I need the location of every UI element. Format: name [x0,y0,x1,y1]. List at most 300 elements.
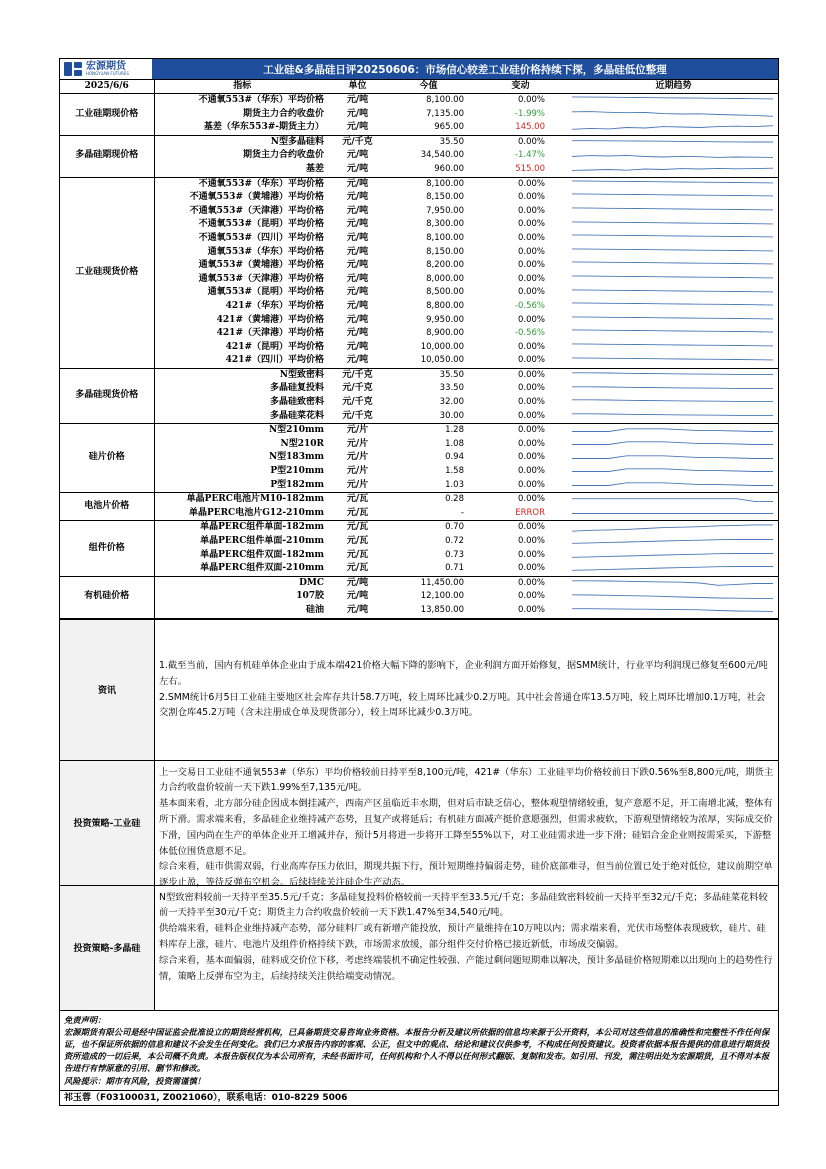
change-cell: 0.00% [472,410,569,424]
indicator-name: N型多晶硅料 [270,136,324,147]
trend-line [572,553,773,557]
table-row [60,549,778,563]
indicator-name: 期货主力合约收盘价 [242,108,324,119]
change-cell: 0.00% [517,466,545,477]
trend-sparkline [569,535,778,549]
trend-sparkline [569,549,778,563]
unit-cell: 元/吨 [346,150,369,161]
strategy-si-label: 投资策略-工业硅 [60,761,155,885]
trend-line [572,344,773,346]
change-cell: 0.00% [517,425,545,436]
trend-line [572,456,773,459]
table-row [60,507,778,521]
value-cell: 0.73 [445,549,464,560]
change-cell: 0.00% [517,95,545,105]
trend-line [572,155,773,157]
trend-line [572,235,773,237]
logo-english: HONGYUAN FUTURES [86,71,129,76]
strategy-paragraph: 供给端来看，硅料企业维持减产态势，部分硅料厂或有新增产能投放，预计产量维持在10万吨以内；需求端来看，光伏市场整体表现疲软，硅片、硅料库存上涨，硅片、电池片及组件价格持续下跌，市场需求放缓，部分组件交付价格已接近新低，市场成交偏弱。 [159,923,766,950]
trend-sparkline [569,246,778,260]
price-table [60,80,778,619]
strategy-si-body [155,761,778,889]
indicator-name: 单晶PERC电池片M10-182mm [186,494,324,505]
news-paragraph: 2.SMM统计6月5日工业硅主要地区社会库存共计58.7万吨，较上周环比减少0.2万吨。其中社会普通仓库13.5万吨，较上周环比增加0.1万吨，社会交割仓库45.2万吨（含未注册成仓单及现货部分），较上周环比减少0.3万吨。 [159,691,766,719]
logo-name: 宏源期货 [86,61,126,72]
change-cell: 0.00% [472,354,569,368]
value-cell: 34,540.00 [420,150,464,161]
group-label: 硅片价格 [60,424,154,493]
news-section [60,619,778,760]
value-cell: 8,100.00 [426,178,464,189]
trend-sparkline [569,396,778,410]
trend-sparkline [569,286,778,300]
indicator-name: 不通氧553#（四川）平均价格 [198,232,324,243]
trend-line [572,469,773,472]
trend-sparkline [569,465,778,479]
trend-sparkline [569,163,778,177]
unit-cell: 元/片 [330,479,385,493]
trend-sparkline [569,479,778,493]
trend-sparkline [569,232,778,246]
strategy-poly-section [60,885,778,1010]
value-cell: 8,800.00 [426,300,464,311]
unit-cell: 元/瓦 [330,562,385,576]
trend-line [572,111,773,116]
trend-line [572,290,773,292]
trend-line [572,317,773,319]
table-row [60,121,778,135]
value-cell: 1.58 [445,466,464,477]
value-cell: 8,150.00 [426,246,464,257]
table-row [60,521,778,535]
trend-line [572,222,773,224]
unit-cell: 元/片 [346,438,369,449]
news-paragraph: 1.截至当前，国内有机硅单体企业由于成本端421价格大幅下降的影响下，企业利润方面开始修复，据SMM统计，行业平均利润现已修复至600元/吨左右。 [159,659,768,687]
table-row [60,382,778,396]
indicator-name: P型182mm [154,479,330,493]
trend-line [572,428,773,431]
unit-cell: 元/吨 [330,121,385,135]
table-row [60,232,778,246]
table-row [60,191,778,205]
trend-line [572,276,773,278]
change-cell: 0.00% [517,369,545,380]
value-cell: 11,450.00 [420,577,464,588]
trend-sparkline [569,177,778,191]
trend-sparkline [569,562,778,576]
trend-line [572,594,773,598]
table-row [60,354,778,368]
table-row [60,259,778,273]
trend-sparkline [569,590,778,604]
trend-line [572,141,773,142]
value-cell: 0.71 [385,562,472,576]
trend-line [572,540,773,544]
trend-line [572,498,773,501]
indicator-name: 多晶硅复投料 [269,383,324,394]
unit-cell: 元/吨 [346,577,369,588]
unit-cell: 元/瓦 [346,494,369,505]
trend-sparkline [569,368,778,382]
trend-line [572,414,773,416]
unit-cell: 元/吨 [346,108,369,119]
trend-sparkline [569,327,778,341]
indicator-name: 不通氧553#（华东）平均价格 [198,178,324,189]
table-row [60,368,778,382]
strategy-poly-label: 投资策略-多晶硅 [60,886,155,1010]
report-header [60,59,778,80]
table-row [60,314,778,328]
value-cell: 8,100.00 [426,95,464,105]
value-cell: 8,100.00 [426,232,464,243]
change-cell: 0.00% [517,522,545,533]
change-cell: 0.00% [517,287,545,298]
header-unit: 单位 [330,80,385,94]
indicator-name: 不通氧553#（昆明）平均价格 [198,219,324,230]
trend-sparkline [569,410,778,424]
unit-cell: 元/吨 [346,232,369,243]
change-cell: 0.00% [517,383,545,394]
change-cell: 515.00 [472,163,569,177]
value-cell: 12,100.00 [420,591,464,602]
trend-sparkline [569,218,778,232]
news-body [155,620,778,760]
news-label: 资讯 [60,620,155,760]
indicator-name: 不通氧553#（华东）平均价格 [198,95,324,105]
group-label: 工业硅现货价格 [60,177,154,368]
trend-sparkline [569,273,778,287]
strategy-paragraph: 综合来看，基本面偏弱，硅料成交价位下移，考虑终端装机不确定性较强、产能过剩问题短期难以解决，预计多晶硅价格短期难以出现向上的趋势性行情，策略上反弹布空为主，后续持续关注供给端变动情况。 [159,954,773,982]
change-cell: 0.00% [517,577,545,588]
value-cell: 7,950.00 [426,205,464,216]
report-title: 工业硅&多晶硅日评20250606：市场信心较差工业硅价格持续下探，多晶硅低位整理 [152,59,778,79]
trend-line [572,400,773,402]
header-date: 2025/6/6 [60,80,154,94]
trend-sparkline [569,604,778,618]
value-cell: 9,950.00 [426,314,464,325]
indicator-name: 单晶PERC电池片G12-210mm [154,507,330,521]
trend-line [572,373,773,375]
table-row [60,590,778,604]
indicator-name: 单晶PERC组件单面-210mm [200,536,324,546]
change-cell: 0.00% [517,591,545,602]
value-cell: 10,000.00 [420,341,464,352]
unit-cell: 元/吨 [346,328,369,339]
change-cell: -1.47% [514,150,545,161]
table-row [60,493,778,507]
table-row [60,149,778,163]
indicator-name: 421#（四川）平均价格 [154,354,330,368]
trend-line [572,387,773,389]
indicator-name: 硅油 [154,604,330,618]
unit-cell: 元/吨 [346,341,369,352]
unit-cell: 元/瓦 [346,549,369,560]
indicator-name: DMC [299,577,324,588]
strategy-paragraph: 上一交易日工业硅不通氧553#（华东）平均价格较前日持平至8,100元/吨，421#（华东）工业硅平均价格较前日下跌0.56%至8,800元/吨，期货主力合约收盘价较前一天下跌1.99%至7,135元/吨。 [159,766,774,794]
logo-mark-icon [64,62,82,76]
strategy-si-section [60,760,778,889]
trend-sparkline [569,354,778,368]
indicator-name: 107胶 [296,591,324,602]
indicator-name: 单晶PERC组件单面-182mm [200,522,324,533]
indicator-name: 期货主力合约收盘价 [242,150,324,161]
change-cell: 0.00% [517,536,545,546]
unit-cell: 元/瓦 [346,536,369,546]
unit-cell: 元/千克 [342,369,373,380]
value-cell: 10,050.00 [385,354,472,368]
change-cell: 0.00% [517,192,545,203]
header-change: 变动 [472,80,569,94]
trend-line [572,194,773,196]
value-cell: 35.50 [439,136,464,147]
trend-line [572,208,773,210]
unit-cell: 元/吨 [346,95,369,105]
table-row [60,451,778,465]
change-cell: 0.00% [517,246,545,257]
table-row [60,535,778,549]
trend-sparkline [569,438,778,452]
value-cell: 1.28 [445,425,464,436]
unit-cell: 元/千克 [342,397,373,408]
disclaimer-title: 免责声明： [64,1014,106,1025]
header-trend: 近期趋势 [569,80,778,94]
value-cell: 1.08 [445,438,464,449]
trend-line [572,168,773,170]
value-cell: 0.72 [445,536,464,546]
unit-cell: 元/吨 [346,300,369,311]
indicator-name: 不通氧553#（黄埔港）平均价格 [189,192,324,203]
group-label: 电池片价格 [60,493,154,521]
trend-sparkline [569,493,778,507]
trend-line [572,181,773,183]
trend-sparkline [569,424,778,438]
trend-line [572,126,773,130]
indicator-name: N型210mm [268,425,324,436]
table-row [60,218,778,232]
indicator-name: 通氧553#（黄埔港）平均价格 [198,260,324,271]
trend-line [572,483,773,486]
trend-sparkline [569,191,778,205]
change-cell: 0.00% [517,260,545,271]
indicator-name: 基差（华东553#-期货主力） [154,121,330,135]
trend-sparkline [569,259,778,273]
table-body [60,94,778,619]
report-sheet [59,58,779,1106]
trend-line [572,330,773,332]
unit-cell: 元/吨 [346,205,369,216]
unit-cell: 元/吨 [346,178,369,189]
trend-sparkline [569,341,778,355]
group-label: 工业硅期现价格 [60,94,154,136]
change-cell: 0.00% [472,604,569,618]
change-cell: 0.00% [517,205,545,216]
change-cell: -0.56% [514,300,545,311]
change-cell: 0.00% [472,479,569,493]
value-cell: - [385,507,472,521]
table-row [60,108,778,122]
unit-cell: 元/吨 [330,354,385,368]
table-row [60,163,778,177]
change-cell: ERROR [472,507,569,521]
trend-sparkline [569,382,778,396]
table-row [60,286,778,300]
trend-sparkline [569,94,778,108]
table-row [60,396,778,410]
trend-line [572,442,773,445]
table-row [60,300,778,314]
indicator-name: 421#（天津港）平均价格 [216,328,324,339]
change-cell: 0.00% [517,452,545,463]
value-cell: 8,300.00 [426,219,464,230]
unit-cell: 元/瓦 [330,507,385,521]
value-cell: 13,850.00 [385,604,472,618]
unit-cell: 元/吨 [346,192,369,203]
change-cell: 0.00% [517,438,545,449]
table-row [60,94,778,108]
company-logo [60,59,152,79]
unit-cell: 元/吨 [346,219,369,230]
indicator-name: 421#（昆明）平均价格 [225,341,324,352]
unit-cell: 元/吨 [330,163,385,177]
trend-line [572,581,773,586]
analyst-contact: 祁玉蓉（F03100031, Z0021060），联系电话：010-8229 5006 [60,1090,778,1105]
table-row [60,562,778,576]
table-row [60,604,778,618]
unit-cell: 元/片 [346,466,369,477]
risk-warning: 风险提示：期市有风险，投资需谨慎！ [64,1075,206,1086]
unit-cell: 元/瓦 [346,522,369,533]
trend-line [572,262,773,264]
trend-sparkline [569,205,778,219]
unit-cell: 元/片 [346,452,369,463]
trend-sparkline [569,576,778,590]
value-cell: 7,135.00 [426,108,464,119]
unit-cell: 元/吨 [346,260,369,271]
change-cell: 0.00% [517,232,545,243]
trend-line [572,357,773,359]
indicator-name: 多晶硅菜花料 [154,410,330,424]
indicator-name: N型210R [280,438,324,449]
table-row [60,205,778,219]
change-cell: 0.00% [517,549,545,560]
unit-cell: 元/吨 [346,314,369,325]
trend-line [572,249,773,251]
table-row [60,465,778,479]
value-cell: 0.94 [445,452,464,463]
value-cell: 33.50 [439,383,464,394]
change-cell: 0.00% [517,178,545,189]
indicator-name: 通氧553#（华东）平均价格 [207,246,324,257]
disclaimer-text: 宏源期货有限公司是经中国证监会批准设立的期货经营机构，已具备期货交易咨询业务资格。本报告分析及建议所依据的信息均来源于公开资料，本公司对这些信息的准确性和完整性不作任何保证，也不保证所依据的信息和建议不会发生任何变化。我们已力求报告内容的客观、公正，但文中的观点、结论和建议仅供参考，不构成任何投资建议。投资者依据本报告提供的信息进行期货投资所造成的一切后果，本公司概不负责。本报告版权仅为本公司所有，未经书面许可，任何机构和个人不得以任何形式翻版、复制和发布。如引用、刊发，需注明出处为宏源期货，且不得对本报告进行有悖原意的引用、删节和修改。 [64,1026,770,1074]
indicator-name: 通氧553#（昆明）平均价格 [207,287,324,298]
table-row [60,341,778,355]
value-cell: 8,000.00 [426,273,464,284]
unit-cell: 元/吨 [346,287,369,298]
trend-sparkline [569,507,778,521]
change-cell: 0.00% [517,273,545,284]
change-cell: 0.00% [517,136,545,147]
strategy-paragraph: 基本面来看，北方部分硅企因成本倒挂减产，西南产区虽临近丰水期，但对后市缺乏信心，整体观望情绪较重，复产意愿不足，开工南增北减，整体有所下滑。需求端来看，多晶硅企业维持减产态势，且复产或将延后；有机硅方面减产挺价意愿强烈，但需求疲软，下游观望情绪较为浓厚，实际成交价下滑，国内尚在生产的单体企业开工增减并存，预计5月将进一步将开工降至55%以下，对工业硅需求进一步下滑；硅铝合金企业则按需采买，下游整体低位围货意愿不足。 [159,798,773,857]
table-row [60,246,778,260]
table-row [60,273,778,287]
unit-cell: 元/片 [346,425,369,436]
change-cell: 0.00% [472,562,569,576]
trend-line [572,303,773,305]
indicator-name: 421#（华东）平均价格 [225,300,324,311]
indicator-name: N型183mm [268,452,324,463]
table-header-row [60,80,778,94]
value-cell: 8,150.00 [426,192,464,203]
change-cell: -0.56% [514,328,545,339]
unit-cell: 元/吨 [346,591,369,602]
table-row [60,479,778,493]
strategy-paragraph: 综合来看，硅市供需双弱，行业高库存压力依旧，期现共振下行，预计短期维持偏弱走势，硅价底部难寻，但当前位置已处于绝对低位，建议前期空单逐步止盈，等待反弹布空机会。后续持续关注硅企生产动态。 [159,861,773,889]
group-label: 组件价格 [60,521,154,576]
indicator-name: 基差 [154,163,330,177]
table-row [60,438,778,452]
trend-line [572,609,773,612]
indicator-name: 不通氧553#（天津港）平均价格 [189,205,324,216]
indicator-name: 多晶硅致密料 [269,397,324,408]
header-value: 今值 [385,80,472,94]
change-cell: 0.00% [517,314,545,325]
change-cell: -1.99% [514,108,545,119]
indicator-name: 421#（黄埔港）平均价格 [216,314,324,325]
trend-sparkline [569,521,778,535]
trend-sparkline [569,149,778,163]
disclaimer [60,1010,778,1090]
indicator-name: 单晶PERC组件双面-182mm [200,549,324,560]
value-cell: 32.00 [439,397,464,408]
value-cell: 0.28 [445,494,464,505]
unit-cell: 元/千克 [330,410,385,424]
value-cell: 8,200.00 [426,260,464,271]
value-cell: 965.00 [385,121,472,135]
unit-cell: 元/吨 [346,246,369,257]
value-cell: 8,500.00 [426,287,464,298]
indicator-name: N型致密料 [279,369,324,380]
unit-cell: 元/千克 [342,383,373,394]
change-cell: 0.00% [517,397,545,408]
trend-sparkline [569,108,778,122]
unit-cell: 元/吨 [330,604,385,618]
change-cell: 0.00% [517,219,545,230]
value-cell: 0.70 [445,522,464,533]
table-row [60,177,778,191]
table-row [60,424,778,438]
table-row [60,576,778,590]
group-label: 有机硅价格 [60,576,154,618]
trend-sparkline [569,300,778,314]
trend-sparkline [569,135,778,149]
trend-line [572,97,773,99]
group-label: 多晶硅现货价格 [60,368,154,423]
change-cell: 0.00% [517,341,545,352]
table-row [60,410,778,424]
table-row [60,327,778,341]
table-row [60,135,778,149]
trend-sparkline [569,314,778,328]
trend-sparkline [569,451,778,465]
value-cell: 30.00 [385,410,472,424]
strategy-paragraph: N型致密料较前一天持平至35.5元/千克；多晶硅复投料价格较前一天持平至33.5元/千克；多晶硅致密料较前一天持平至32元/千克；多晶硅菜花料较前一天持平至30元/千克；期货主力合约收盘价较前一天下跌1.47%至34,540元/吨。 [159,891,768,919]
trend-line [572,567,773,571]
header-indicator: 指标 [154,80,330,94]
value-cell: 1.03 [385,479,472,493]
trend-line [572,525,773,531]
indicator-name: 通氧553#（天津港）平均价格 [198,273,324,284]
unit-cell: 元/千克 [342,136,373,147]
